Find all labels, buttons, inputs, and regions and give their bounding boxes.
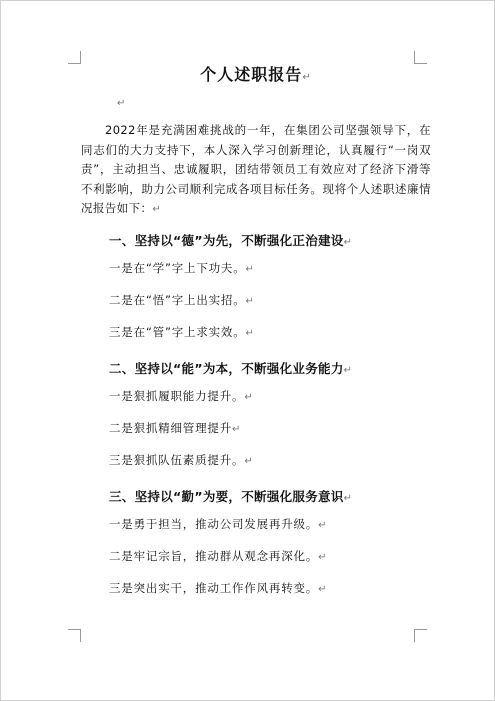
section-item[interactable]	[81, 540, 431, 572]
paragraph-mark: ↵	[244, 391, 254, 403]
section-item-text: 二是牢记宗旨，推动群从观念再深化。	[109, 548, 319, 563]
paragraph-mark: ↵	[318, 519, 328, 531]
section-item-text: 三是突出实干，推动工作作风再转变。	[109, 580, 319, 595]
paragraph-mark: ↵	[343, 364, 353, 376]
paragraph-mark: ↵	[245, 327, 255, 339]
paragraph-mark: ↵	[244, 455, 254, 467]
section-item[interactable]	[81, 284, 431, 316]
section-heading-text: 三、坚持以“勤”为要，不断强化服务意识	[109, 488, 344, 504]
section-item[interactable]	[81, 444, 431, 476]
section-item-text: 二是狠抓精细管理提升	[109, 420, 232, 435]
section-heading[interactable]	[81, 230, 431, 252]
section-item[interactable]	[81, 412, 431, 444]
paragraph-mark: ↵	[343, 236, 353, 248]
paragraph-mark: ↵	[245, 263, 255, 275]
section-item[interactable]	[81, 572, 431, 604]
empty-paragraph[interactable]: ↵	[117, 98, 126, 109]
paragraph-mark: ↵	[318, 551, 328, 563]
margin-corner-mark	[414, 629, 427, 642]
document-body[interactable]	[81, 61, 431, 604]
paragraph-mark: ↵	[232, 423, 242, 435]
section-item[interactable]	[81, 252, 431, 284]
section-item-text: 一是在“学”字上下功夫。	[109, 260, 246, 275]
section-item[interactable]	[81, 508, 431, 540]
intro-paragraph[interactable]: 2022年是充满困难挑战的一年，在集团公司坚强领导下，在同志们的大力支持下，本人深入学习创新理论，认真履行“一岗双责”，主动担当、忠诚履职，团结带领员工有效应对了经济下滑等不利影响，助力公司顺利完成各项目标任务。现将个人述职述廉情况报告如下：↵	[81, 123, 431, 215]
section-item-text: 一是狠抓履职能力提升。	[109, 388, 245, 403]
section-item[interactable]	[81, 380, 431, 412]
document-title[interactable]: 个人述职报告↵	[200, 65, 312, 84]
paragraph-mark: ↵	[343, 492, 353, 504]
section-item[interactable]	[81, 316, 431, 348]
section-item-text: 三是狠抓队伍素质提升。	[109, 452, 245, 467]
section-item-text: 一是勇于担当，推动公司发展再升级。	[109, 516, 319, 531]
section-heading-text: 二、坚持以“能”为本，不断强化业务能力	[109, 360, 344, 376]
section-heading-text: 一、坚持以“德”为先，不断强化正治建设	[109, 232, 344, 248]
paragraph-mark: ↵	[245, 295, 255, 307]
section-heading[interactable]	[81, 486, 431, 508]
section-item-text: 三是在“管”字上求实效。	[109, 324, 246, 339]
sections-container	[81, 230, 431, 604]
margin-corner-mark	[68, 51, 81, 64]
section-item-text: 二是在“悟”字上出实招。	[109, 292, 246, 307]
paragraph-mark: ↵	[318, 583, 328, 595]
section-heading[interactable]	[81, 358, 431, 380]
margin-corner-mark	[68, 629, 81, 642]
